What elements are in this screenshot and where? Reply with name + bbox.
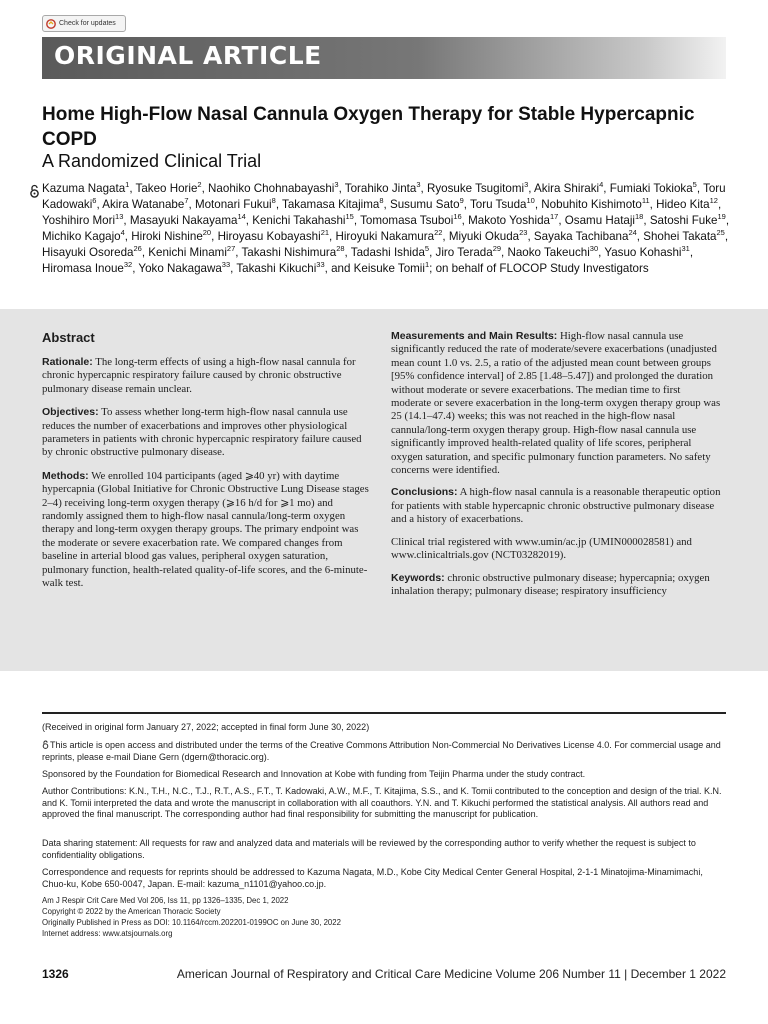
copyright-line: Copyright © 2022 by the American Thoracic Society xyxy=(42,907,221,916)
author-name: Kenichi Takahashi xyxy=(252,214,346,227)
author-entry xyxy=(218,230,329,243)
author-entry xyxy=(541,198,649,211)
author-name: Satoshi Fuke xyxy=(649,214,718,227)
author-entry xyxy=(195,198,276,211)
author-affiliation-mark: 9 xyxy=(459,196,464,206)
open-access-small-icon xyxy=(42,740,49,749)
author-name: Toru Tsuda xyxy=(469,198,527,211)
author-affiliation-mark: 4 xyxy=(120,228,125,238)
author-name: Jiro Terada xyxy=(435,246,493,259)
author-name: Hideo Kita xyxy=(656,198,710,211)
author-entry xyxy=(282,198,383,211)
author-affiliation-mark: 31 xyxy=(681,244,690,254)
author-name: Takashi Kikuchi xyxy=(236,262,317,275)
rationale-label: Rationale: xyxy=(42,356,93,368)
author-entry xyxy=(138,262,230,275)
author-entry xyxy=(427,182,528,195)
results-paragraph xyxy=(391,330,721,477)
author-affiliation-mark: 8 xyxy=(271,196,276,206)
keywords-label: Keywords: xyxy=(391,571,445,584)
author-entry xyxy=(610,182,697,195)
author-affiliation-mark: 10 xyxy=(526,196,535,206)
author-name: Yasuo Kohashi xyxy=(604,246,682,259)
author-name: Makoto Yoshida xyxy=(468,214,550,227)
update-icon xyxy=(46,19,56,29)
author-name: Yoshihiro Mori xyxy=(42,214,116,227)
author-affiliation-mark: 25 xyxy=(716,228,725,238)
author-affiliation-mark: 27 xyxy=(226,244,236,254)
author-affiliation-mark: 33 xyxy=(221,260,231,270)
author-entry xyxy=(656,198,718,211)
author-entry xyxy=(131,230,211,243)
author-affiliation-mark: 8 xyxy=(379,196,384,206)
author-affiliation-mark: 17 xyxy=(549,212,559,222)
objectives-text: To assess whether long-term high-flow nasal cannula use reduces the number of exacerbations and improves other physiological parameters in patients with chronic hypercapnic respiratory failure caused by chronic obstructive pulmonary disease. xyxy=(42,406,362,459)
author-contributions-note: Author Contributions: K.N., T.H., N.C., T.J., R.T., A.S., F.T., T. Kadowaki, A.W., M.F., T. Kitajima, S.S., and K. Tomii contributed to the conception and design of the trial. K.N. and K. Tomii interpreted the data and wrote the manuscript in collaboration with all coauthors. Y.N. and T. Kikuchi performed the statistical analysis. All authors read and approved the final manuscript. The corresponding author had final responsibility for submitting the manuscript for publication. xyxy=(42,786,722,820)
abstract-left-column xyxy=(42,330,372,601)
author-affiliation-mark: 14 xyxy=(237,212,246,222)
author-affiliation-mark: 16 xyxy=(453,212,462,222)
author-entry xyxy=(354,262,429,275)
author-name: Ryosuke Tsugitomi xyxy=(426,182,525,195)
author-name: Hiroki Nishine xyxy=(131,230,203,243)
author-entry xyxy=(507,246,598,259)
author-affiliation-mark: 3 xyxy=(524,180,529,190)
author-affiliation-mark: 26 xyxy=(133,244,142,254)
author-name: Fumiaki Tokioka xyxy=(609,182,693,195)
results-text: High-flow nasal cannula use significantly reduced the rate of moderate/severe exacerbations (unadjusted mean count 1.0 vs. 2.5, a ratio of the adjusted mean count between groups [95% confidence interval] of 2.85 [1.48–5.47]) and prolonged the duration without moderate or severe exacerbations. The median time to first moderate or severe exacerbation in the long-term oxygen therapy group was 25 (14.1–47.4) weeks; this was not reached in the high-flow nasal cannula/long-term oxygen therapy group. High-flow nasal cannula use significantly improved health-related quality of life scores, peripheral oxygen saturation, and specific pulmonary function parameters. No safety concerns were identified. xyxy=(391,330,721,477)
page-number: 1326 xyxy=(42,967,69,981)
methods-paragraph xyxy=(42,470,372,591)
author-entry xyxy=(252,214,354,227)
author-affiliation-mark: 1 xyxy=(125,180,130,190)
article-type-banner xyxy=(42,37,726,79)
results-label: Measurements and Main Results: xyxy=(391,330,558,342)
author-entry xyxy=(42,214,123,227)
author-entry xyxy=(565,214,644,227)
author-entry xyxy=(360,214,462,227)
author-name: Nobuhito Kishimoto xyxy=(541,198,642,211)
author-name: Hiroyasu Kobayashi xyxy=(217,230,321,243)
author-affiliation-mark: 28 xyxy=(336,244,345,254)
badge-label: Check for updates xyxy=(59,20,116,27)
author-entry xyxy=(534,182,603,195)
author-entry xyxy=(436,246,502,259)
author-name: Tadashi Ishida xyxy=(350,246,425,259)
author-affiliation-mark: 22 xyxy=(434,228,443,238)
author-affiliation-mark: 5 xyxy=(692,180,697,190)
conclusions-label: Conclusions: xyxy=(391,486,458,499)
author-name: Miyuki Okuda xyxy=(448,230,520,243)
article-subtitle: A Randomized Clinical Trial xyxy=(42,151,262,171)
open-access-note xyxy=(42,740,726,763)
author-entry xyxy=(130,214,246,227)
author-name: Masayuki Nakayama xyxy=(129,214,238,227)
author-name: Takeo Horie xyxy=(135,182,198,195)
author-entry xyxy=(351,246,429,259)
author-affiliation-mark: 3 xyxy=(416,180,421,190)
author-name: Torahiko Jinta xyxy=(344,182,417,195)
open-access-icon xyxy=(29,184,40,198)
author-name: Takamasa Kitajima xyxy=(282,198,380,211)
author-entry xyxy=(42,246,142,259)
footnote-divider xyxy=(42,712,726,714)
doi-line: Originally Published in Press as DOI: 10.1164/rccm.202201-0199OC on June 30, 2022 xyxy=(42,918,341,927)
author-name: Naoko Takeuchi xyxy=(507,246,590,259)
article-type-label: ORIGINAL ARTICLE xyxy=(54,41,322,70)
author-name: Akira Shiraki xyxy=(534,182,600,195)
rationale-paragraph xyxy=(42,356,372,396)
author-entry xyxy=(604,246,689,259)
author-name: Akira Watanabe xyxy=(102,198,185,211)
author-name: Toru Kadowaki xyxy=(42,182,726,211)
author-affiliation-mark: 33 xyxy=(316,260,325,270)
author-name: Michiko Kagajo xyxy=(42,230,121,243)
author-entry xyxy=(335,230,442,243)
author-entry xyxy=(102,198,188,211)
author-entry xyxy=(42,230,125,243)
abstract-right-column xyxy=(391,330,721,607)
author-affiliation-mark: 13 xyxy=(115,212,124,222)
author-name: Kenichi Minami xyxy=(148,246,227,259)
conclusions-paragraph xyxy=(391,486,721,526)
sponsor-note: Sponsored by the Foundation for Biomedical Research and Innovation at Kobe with funding from Teijin Pharma under the study contract. xyxy=(42,769,586,779)
author-affiliation-mark: 20 xyxy=(202,228,212,238)
author-entry xyxy=(241,246,344,259)
author-name: Susumu Sato xyxy=(389,198,460,211)
article-title: Home High-Flow Nasal Cannula Oxygen Therapy for Stable Hypercapnic COPD xyxy=(42,104,695,150)
author-affiliation-mark: 30 xyxy=(589,244,599,254)
author-entry xyxy=(534,230,637,243)
author-affiliation-mark: 19 xyxy=(717,212,726,222)
journal-footer: American Journal of Respiratory and Critical Care Medicine Volume 206 Number 11 | December 1 2022 xyxy=(176,967,726,981)
methods-label: Methods: xyxy=(42,469,89,482)
check-for-updates-badge[interactable] xyxy=(42,15,126,32)
author-entry xyxy=(643,230,725,243)
author-affiliation-mark: 12 xyxy=(709,196,718,206)
abstract-heading: Abstract xyxy=(42,330,95,345)
author-affiliation-mark: 7 xyxy=(184,196,189,206)
methods-text: We enrolled 104 participants (aged ⩾40 yr) with daytime hypercapnia (Global Initiative for Chronic Obstructive Lung Disease stages 2–4) receiving long-term oxygen therapy (⩾16 h/d for ⩾1 mo) and randomly assigned them to high-flow nasal cannula/long-term oxygen therapy and long-term oxygen therapy groups. The primary endpoint was the moderate or severe exacerbation rate. We compared changes from baseline in arterial blood gas values, peripheral oxygen saturation, pulmonary function, health-related quality-of-life scores, and the 6-minute-walk test. xyxy=(42,469,369,590)
author-entry xyxy=(208,182,339,195)
author-entry xyxy=(345,182,421,195)
author-name: Kazuma Nagata xyxy=(42,182,126,195)
author-name: Hiroyuki Nakamura xyxy=(335,230,435,243)
author-list: Kazuma Nagata$^1$, Takeo Horie$^2$, Naohiko Chohnabayashi$^3$, Torahiko Jinta$^3$, Ryosuke Tsugitomi$^3$, Akira Shiraki$^4$, Fumiaki Tokioka$^5$, Toru Kadowaki$^6$, Akira Watanabe$^7$, Motonari Fukui$^8$, Takamasa Kitajima$^8$, Susumu Sato$^9$, Toru Tsuda$^{10}$, Nobuhito Kishimoto$^{11}$, Hideo Kita$^{12}$, Yoshihiro Mori$^{13}$, Masayuki Nakayama$^{14}$, Kenichi Takahashi$^{15}$, Tomomasa Tsuboi$^{16}$, Makoto Yoshida$^{17}$, Osamu Hataji$^{18}$, Satoshi Fuke$^{19}$, Michiko Kagajo$^4$, Hiroki Nishine$^{20}$, Hiroyasu Kobayashi$^{21}$, Hiroyuki Nakamura$^{22}$, Miyuki Okuda$^{23}$, Sayaka Tachibana$^{24}$, Shohei Takata$^{25}$, Hisayuki Osoreda$^{26}$, Kenichi Minami$^{27}$, Takashi Nishimura$^{28}$, Tadashi Ishida$^5$, Jiro Terada$^{29}$, Naoko Takeuchi$^{30}$, Yasuo Kohashi$^{31}$, Hiromasa Inoue$^{32}$, Yoko Nakagawa$^{33}$, Takashi Kikuchi$^{33}$, and Keisuke Tomii$^1$; on behalf of FLOCOP Study Investigators xyxy=(42,180,730,275)
author-affiliation-mark: 32 xyxy=(123,260,133,270)
author-name: Tomomasa Tsuboi xyxy=(360,214,454,227)
author-affiliation-mark: 23 xyxy=(519,228,528,238)
open-access-text: This article is open access and distributed under the terms of the Creative Commons Attribution Non-Commercial No Derivatives License 4.0. For commercial usage and reprints, please e-mail Diane Gern (dgern@thoracic.org). xyxy=(42,740,721,762)
author-name: Sayaka Tachibana xyxy=(533,230,629,243)
author-affiliation-mark: 1 xyxy=(424,260,430,270)
author-entry xyxy=(650,214,726,227)
author-name: Takashi Nishimura xyxy=(241,246,337,259)
author-affiliation-mark: 21 xyxy=(320,228,330,238)
trial-registration: Clinical trial registered with www.umin/ac.jp (UMIN000028581) and www.clinicaltrials.gov (NCT03282019). xyxy=(391,535,692,562)
author-entry xyxy=(148,246,235,259)
author-entry xyxy=(468,214,558,227)
objectives-label: Objectives: xyxy=(42,406,99,419)
author-entry xyxy=(42,182,129,195)
rationale-text: The long-term effects of using a high-flow nasal cannula for chronic hypercapnic respiratory failure caused by chronic obstructive pulmonary disease remain unclear. xyxy=(42,356,356,395)
correspondence-note: Correspondence and requests for reprints should be addressed to Kazuma Nagata, M.D., Kobe City Medical Center General Hospital, 2-1-1 Minatojima-Minamimachi, Chuo-ku, Kobe 650-0047, Japan. E-mail: kazuma_n1101@yahoo.co.jp. xyxy=(42,867,703,889)
internet-address-line: Internet address: www.atsjournals.org xyxy=(42,929,173,938)
author-affiliation-mark: 15 xyxy=(345,212,354,222)
author-entry xyxy=(136,182,202,195)
author-name: Hiromasa Inoue xyxy=(42,262,124,275)
objectives-paragraph xyxy=(42,406,372,460)
author-name: Osamu Hataji xyxy=(564,214,636,227)
author-affiliation-mark: 29 xyxy=(492,244,502,254)
author-affiliation-mark: 3 xyxy=(334,180,339,190)
received-note: (Received in original form January 27, 2022; accepted in final form June 30, 2022) xyxy=(42,722,370,732)
conclusions-text: A high-flow nasal cannula is a reasonable therapeutic option for patients with stable hypercapnic chronic obstructive pulmonary disease and a history of exacerbations. xyxy=(391,486,721,526)
author-name: Motonari Fukui xyxy=(194,198,272,211)
author-affiliation-mark: 18 xyxy=(635,212,644,222)
author-entry xyxy=(42,262,132,275)
author-name: Keisuke Tomii xyxy=(353,262,425,275)
author-affiliation-mark: 24 xyxy=(628,228,637,238)
author-affiliation-mark: 4 xyxy=(599,180,604,190)
author-name: Naohiko Chohnabayashi xyxy=(208,182,335,195)
authors-suffix: ; on behalf of FLOCOP Study Investigators xyxy=(429,262,649,275)
author-name: Yoko Nakagawa xyxy=(138,262,222,275)
data-sharing-note: Data sharing statement: All requests for raw and analyzed data and materials will be reviewed by the corresponding author to verify whether the request is subject to confidentiality obligations. xyxy=(42,838,696,860)
author-name: Hisayuki Osoreda xyxy=(42,246,134,259)
author-entry xyxy=(390,198,464,211)
author-name: Shohei Takata xyxy=(643,230,717,243)
author-entry xyxy=(470,198,535,211)
author-affiliation-mark: 6 xyxy=(92,196,97,206)
author-entry xyxy=(449,230,528,243)
author-affiliation-mark: 2 xyxy=(197,180,202,190)
author-entry xyxy=(236,262,324,275)
keywords-text: chronic obstructive pulmonary disease; hypercapnia; oxygen inhalation therapy; pulmonary disease; respiratory insufficiency xyxy=(391,571,710,597)
author-affiliation-mark: 5 xyxy=(424,244,430,254)
citation-line: Am J Respir Crit Care Med Vol 206, Iss 11, pp 1326–1335, Dec 1, 2022 xyxy=(42,896,289,905)
author-affiliation-mark: 11 xyxy=(641,196,650,206)
keywords-paragraph xyxy=(391,572,721,599)
